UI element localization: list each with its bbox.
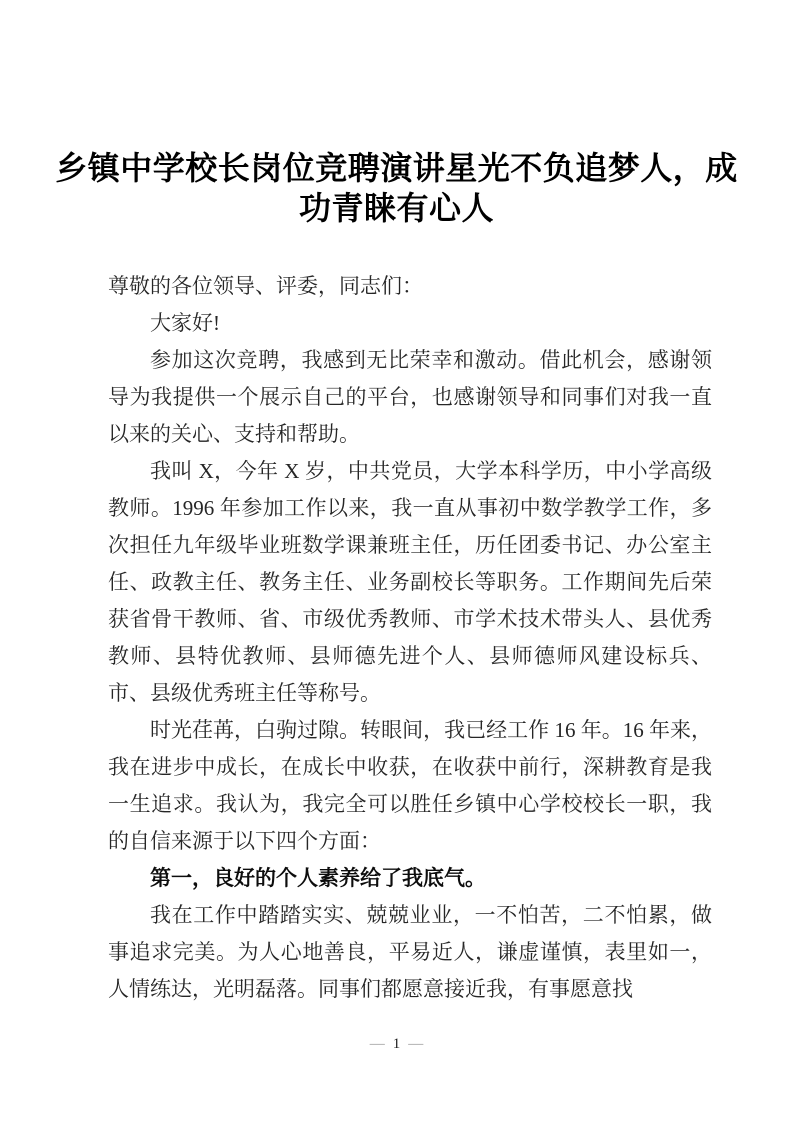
footer-left-dash: — [369, 1036, 385, 1052]
paragraph-self-introduction: 我叫 X，今年 X 岁，中共党员，大学本科学历，中小学高级教师。1996 年参加工作以来，我一直从事初中数学教学工作，多次担任九年级毕业班数学课兼班主任，历任团委书记、办公室主任、政教主任、教务主任、业务副校长等职务。工作期间先后荣获省骨干教师、省、市级优秀教师、市学术技术带头人、县优秀教师、县特优教师、县师德先进个人、县师德师风建设标兵、市、县级优秀班主任等称号。 [108, 459, 712, 705]
salutation-line: 尊敬的各位领导、评委，同志们： [108, 274, 423, 298]
paragraph-thanks: 参加这次竞聘，我感到无比荣幸和激动。借此机会，感谢领导为我提供一个展示自己的平台，也感谢领导和同事们对我一直以来的关心、支持和帮助。 [108, 348, 712, 446]
footer-page-number: 1 [392, 1036, 401, 1052]
paragraph-experience: 时光荏苒，白驹过隙。转眼间，我已经工作 16 年。16 年来，我在进步中成长，在成长中收获，在收获中前行，深耕教育是我一生追求。我认为，我完全可以胜任乡镇中心学校校长一职，我的自信来源于以下四个方面： [108, 718, 712, 853]
section-heading-first: 第一，良好的个人素养给了我底气。 [150, 866, 486, 890]
page-footer [0, 1033, 793, 1055]
greeting-line: 大家好! [150, 311, 220, 335]
document-body [108, 268, 712, 1008]
document-title: 乡镇中学校长岗位竞聘演讲星光不负追梦人，成功青睐有心人 [55, 150, 738, 226]
paragraph-personal-quality: 我在工作中踏踏实实、兢兢业业，一不怕苦，二不怕累，做事追求完美。为人心地善良，平易近人，谦虚谨慎，表里如一，人情练达，光明磊落。同事们都愿意接近我，有事愿意找 [108, 903, 712, 1001]
footer-right-dash: — [408, 1036, 424, 1052]
